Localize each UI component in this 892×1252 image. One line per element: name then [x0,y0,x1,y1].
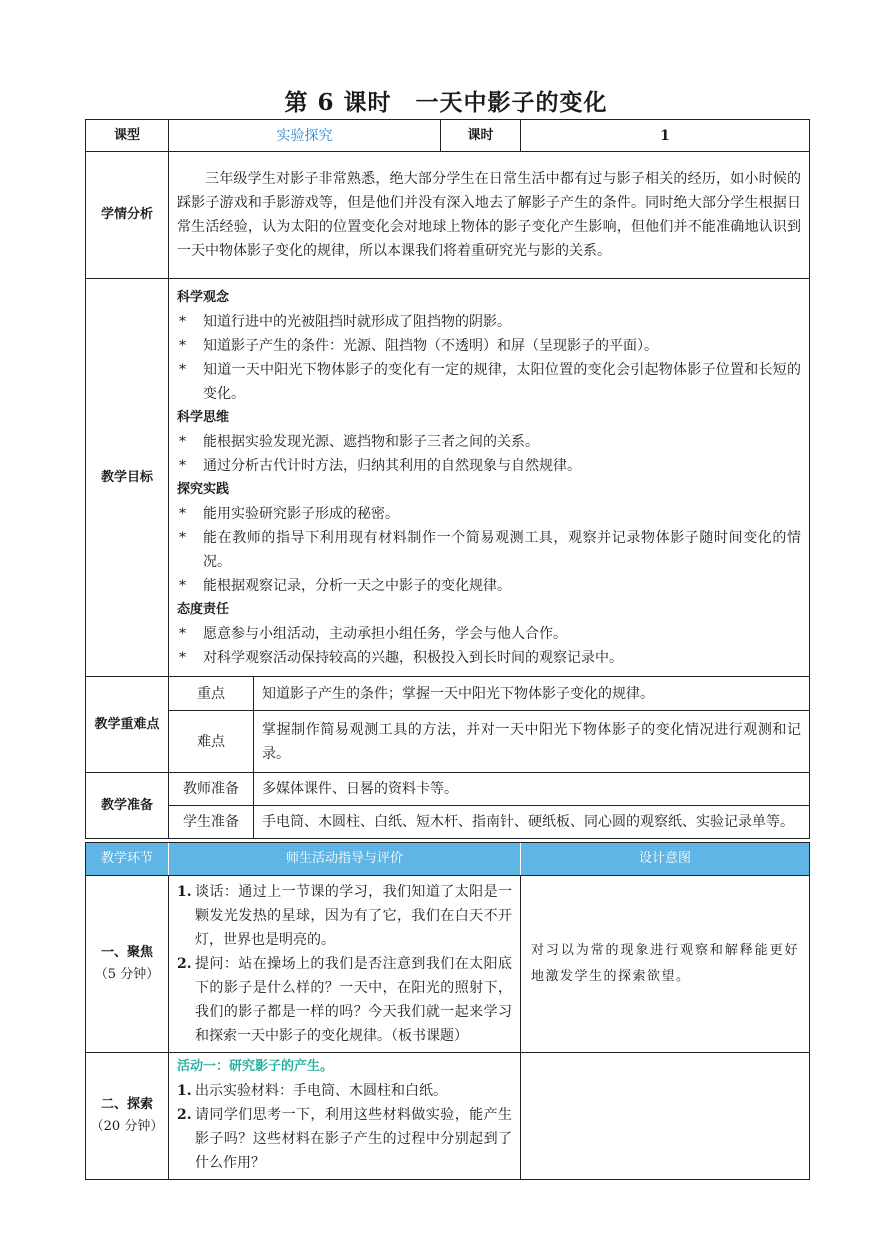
goal-item-text: 能用实验研究影子形成的秘密。 [203,505,399,522]
goal-item [177,454,801,478]
activity-num: 1. [177,884,192,900]
stage2-time: （20 分钟） [90,1119,164,1134]
activity-item [177,952,512,1048]
stage1-name: 一、聚焦 [100,945,153,960]
goal-section-practice [177,478,801,598]
goal-section-title: 科学观念 [177,289,230,305]
stage2-row [86,1053,810,1180]
stage1-activities [169,876,521,1053]
stage1-design: 对习以为常的现象进行观察和解释能更好地激发学生的探索欲望。 [521,876,810,1053]
goal-item [177,334,801,358]
goal-item-text: 能在教师的指导下利用现有材料制作一个简易观测工具，观察并记录物体影子随时间变化的情况。 [203,529,801,570]
type-label: 课型 [86,120,169,152]
stage2-design [521,1053,810,1180]
star-icon: * [179,337,186,354]
period-label: 课时 [441,120,521,152]
key-text: 知道影子产生的条件；掌握一天中阳光下物体影子变化的规律。 [254,677,810,711]
goal-item [177,622,801,646]
period-value: 1 [521,120,810,152]
header-stage: 教学环节 [86,843,169,876]
goal-item-text: 知道行进中的光被阻挡时就形成了阻挡物的阴影。 [203,313,511,330]
goal-item [177,574,801,598]
goal-section-concept [177,286,801,406]
teacher-prep-row [86,773,810,806]
activity-num: 1. [177,1083,192,1099]
analysis-label: 学情分析 [86,152,169,279]
teacher-prep-label: 教师准备 [169,773,254,806]
type-value: 实验探究 [169,120,441,152]
hardpoint-row [86,711,810,773]
course-type-row [86,120,810,152]
activity-num: 2. [177,1107,192,1123]
star-icon: * [179,505,186,522]
goal-item-text: 对科学观察活动保持较高的兴趣，积极投入到长时间的观察记录中。 [203,649,623,666]
stage1-row [86,876,810,1053]
goals-label: 教学目标 [86,279,169,677]
lesson-plan-table [85,119,810,1180]
goals-row [86,279,810,677]
star-icon: * [179,649,186,666]
activity-num: 2. [177,956,192,972]
goal-item-text: 愿意参与小组活动，主动承担小组任务，学会与他人合作。 [203,625,567,642]
keypoints-label: 教学重难点 [86,677,169,773]
stage2-name: 二、探索 [100,1097,153,1112]
keypoint-row [86,677,810,711]
activity-item [177,1079,512,1103]
hard-text: 掌握制作简易观测工具的方法，并对一天中阳光下物体影子的变化情况进行观测和记录。 [254,711,810,773]
goals-content [169,279,810,677]
activity-text: 请同学们思考一下，利用这些材料做实验，能产生影子吗？这些材料在影子产生的过程中分别起到了什么作用？ [195,1107,512,1171]
goal-item-text: 知道一天中阳光下物体影子的变化有一定的规律，太阳位置的变化会引起物体影子位置和长短的变化。 [203,361,801,402]
goal-section-thinking [177,406,801,478]
stage2-name-cell [86,1053,169,1180]
goal-item-text: 能根据实验发现光源、遮挡物和影子三者之间的关系。 [203,433,539,450]
header-activity: 师生活动指导与评价 [169,843,521,876]
goal-item [177,526,801,574]
activity-text: 谈话：通过上一节课的学习，我们知道了太阳是一颗发光发热的星球，因为有了它，我们在白天不开灯，世界也是明亮的。 [195,884,512,948]
prep-label: 教学准备 [86,773,169,839]
activity-item [177,880,512,952]
goal-section-title: 科学思维 [177,409,230,425]
analysis-row [86,152,810,279]
goal-item-text: 能根据观察记录，分析一天之中影子的变化规律。 [203,577,511,594]
goal-item [177,358,801,406]
star-icon: * [179,457,186,474]
goal-item [177,502,801,526]
star-icon: * [179,361,186,378]
stage2-activities [169,1053,521,1180]
key-label: 重点 [169,677,254,711]
goal-section-attitude [177,598,801,670]
teacher-prep-text: 多媒体课件、日晷的资料卡等。 [254,773,810,806]
goal-item-text: 知道影子产生的条件：光源、阻挡物（不透明）和屏（呈现影子的平面）。 [203,337,658,354]
star-icon: * [179,625,186,642]
goal-item-text: 通过分析古代计时方法，归纳其利用的自然现象与自然规律。 [203,457,581,474]
header-design: 设计意图 [521,843,810,876]
star-icon: * [179,577,186,594]
student-prep-label: 学生准备 [169,806,254,839]
student-prep-row [86,806,810,839]
star-icon: * [179,433,186,450]
process-header-row [86,843,810,876]
goal-item [177,430,801,454]
activity-item [177,1103,512,1175]
goal-item [177,310,801,334]
stage1-time: （5 分钟） [94,967,160,982]
page-title: 第 6 课时 一天中影子的变化 [284,89,608,116]
hard-label: 难点 [169,711,254,773]
goal-section-title: 探究实践 [177,481,230,497]
analysis-text: 三年级学生对影子非常熟悉，绝大部分学生在日常生活中都有过与影子相关的经历，如小时候的踩影子游戏和手影游戏等，但是他们并没有深入地去了解影子产生的条件。同时绝大部分学生根据日常生活经验，认为太阳的位置变化会对地球上物体的影子变化产生影响，但他们并不能准确地认识到一天中物体影子变化的规律，所以本课我们将着重研究光与影的关系。 [169,152,810,279]
student-prep-text: 手电筒、木圆柱、白纸、短木杆、指南针、硬纸板、同心圆的观察纸、实验记录单等。 [254,806,810,839]
star-icon: * [179,313,186,330]
activity-text: 出示实验材料：手电筒、木圆柱和白纸。 [195,1083,447,1099]
star-icon: * [179,529,186,546]
stage1-name-cell [86,876,169,1053]
activity-text: 提问：站在操场上的我们是否注意到我们在太阳底下的影子是什么样的？一天中，在阳光的照射下，我们的影子都是一样的吗？今天我们就一起来学习和探索一天中影子的变化规律。（板书课题） [195,956,512,1044]
activity-title: 活动一：研究影子的产生。 [177,1059,334,1074]
goal-section-title: 态度责任 [177,601,230,617]
goal-item [177,646,801,670]
